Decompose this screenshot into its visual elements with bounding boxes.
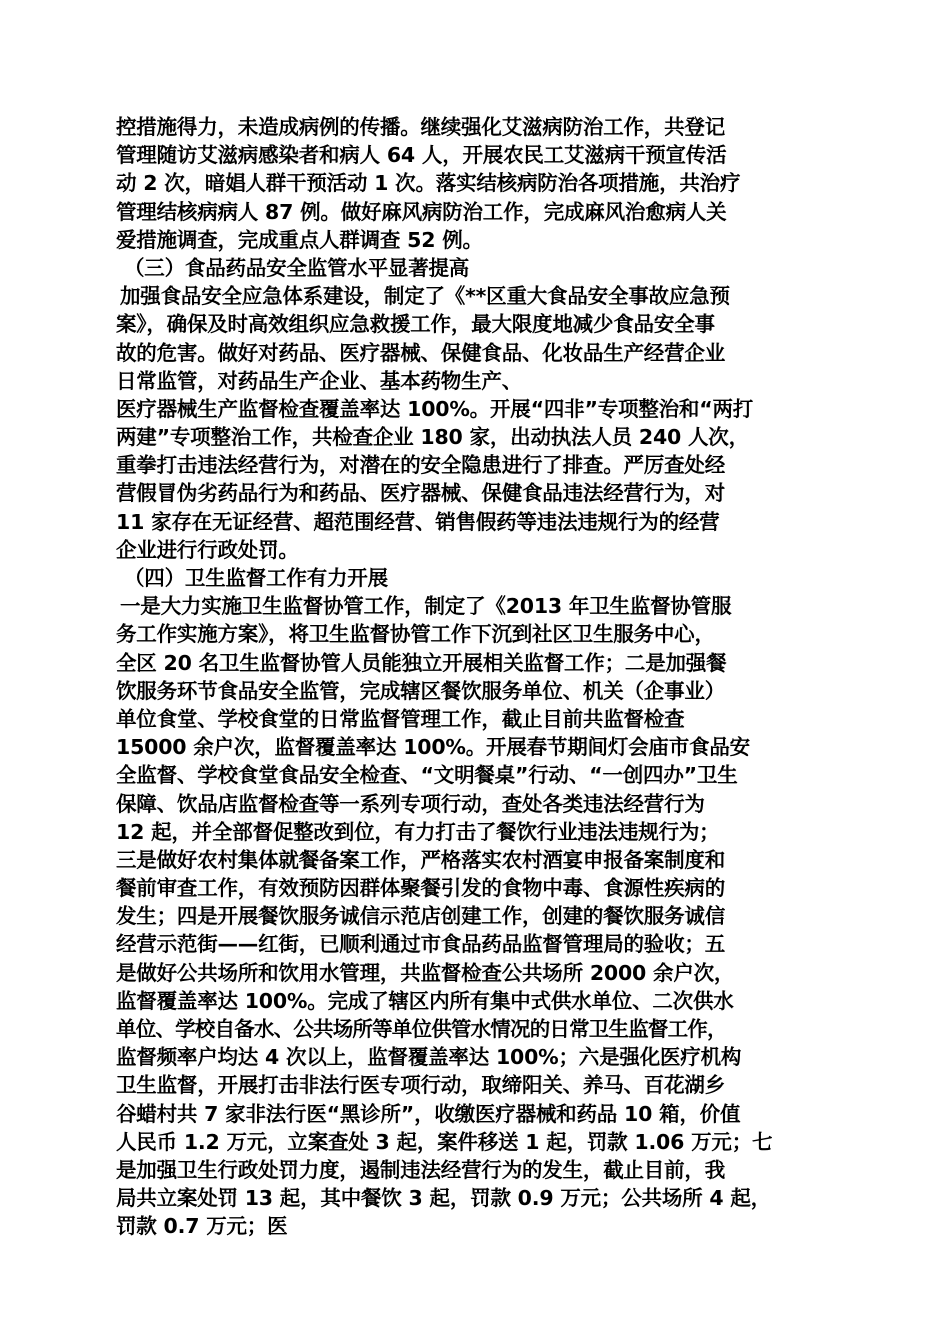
text-line: 监督频率户均达 4 次以上，监督覆盖率达 100%；六是强化医疗机构 xyxy=(116,1045,742,1070)
text-line: 饮服务环节食品安全监管，完成辖区餐饮服务单位、机关（企事业） xyxy=(116,678,725,703)
text-line: 单位食堂、学校食堂的日常监督管理工作，截止目前共监督检查 xyxy=(116,706,685,731)
text-line: 一是大力实施卫生监督协管工作，制定了《2013 年卫生监督协管服 xyxy=(120,594,732,619)
text-line: 卫生监督，开展打击非法行医专项行动，取缔阳关、养马、百花湖乡 xyxy=(116,1073,725,1098)
text-line: 重拳打击违法经营行为，对潜在的安全隐患进行了排查。严厉查处经 xyxy=(116,453,725,478)
text-line: 企业进行行政处罚。 xyxy=(116,537,299,562)
text-line: 爱措施调查，完成重点人群调查 52 例。 xyxy=(116,227,483,252)
text-line: 局共立案处罚 13 起，其中餐饮 3 起，罚款 0.9 万元；公共场所 4 起， xyxy=(116,1186,771,1211)
text-line: 是加强卫生行政处罚力度，遏制违法经营行为的发生，截止目前，我 xyxy=(116,1157,725,1182)
text-line: 务工作实施方案》，将卫生监督协管工作下沉到社区卫生服务中心， xyxy=(116,622,715,647)
text-line: 控措施得力，未造成病例的传播。继续强化艾滋病防治工作，共登记 xyxy=(116,115,725,139)
text-line: 两建”专项整治工作，共检查企业 180 家，出动执法人员 240 人次， xyxy=(116,425,749,450)
text-line: 12 起，并全部督促整改到位，有力打击了餐饮行业违法违规行为； xyxy=(116,819,720,844)
text-line: 全区 20 名卫生监督协管人员能独立开展相关监督工作；二是加强餐 xyxy=(116,650,727,675)
text-line: 案》，确保及时高效组织应急救援工作，最大限度地减少食品安全事 xyxy=(116,312,715,337)
text-line: 全监督、学校食堂食品安全检查、“文明餐桌”行动、“一创四办”卫生 xyxy=(116,763,738,788)
text-line: 营假冒伪劣药品行为和药品、医疗器械、保健食品违法经营行为，对 xyxy=(116,481,725,506)
text-line: 监督覆盖率达 100%。完成了辖区内所有集中式供水单位、二次供水 xyxy=(116,988,734,1013)
text-line: 人民币 1.2 万元，立案查处 3 起，案件移送 1 起，罚款 1.06 万元；七 xyxy=(116,1129,773,1154)
document-body xyxy=(116,113,842,1241)
text-line: 单位、学校自备水、公共场所等单位供管水情况的日常卫生监督工作， xyxy=(116,1017,727,1041)
text-line: 动 2 次，暗娼人群干预活动 1 次。落实结核病防治各项措施，共治疗 xyxy=(116,171,741,196)
text-line: 餐前审查工作，有效预防因群体聚餐引发的食物中毒、食源性疾病的 xyxy=(116,876,725,901)
text-line: 11 家存在无证经营、超范围经营、销售假药等违法违规行为的经营 xyxy=(116,509,720,534)
text-line: 三是做好农村集体就餐备案工作，严格落实农村酒宴申报备案制度和 xyxy=(116,847,725,872)
text-line: 经营示范街——红街，已顺利通过市食品药品监督管理局的验收；五 xyxy=(116,932,725,957)
text-line: 保障、饮品店监督检查等一系列专项行动，查处各类违法经营行为 xyxy=(116,791,705,816)
text-line: 发生；四是开展餐饮服务诚信示范店创建工作，创建的餐饮服务诚信 xyxy=(116,904,725,929)
text-line: 日常监管，对药品生产企业、基本药物生产、 xyxy=(116,368,522,393)
text-line: 故的危害。做好对药品、医疗器械、保健食品、化妆品生产经营企业 xyxy=(116,340,725,365)
text-line: 加强食品安全应急体系建设，制定了《**区重大食品安全事故应急预 xyxy=(120,284,730,309)
text-line: 谷蜡村共 7 家非法行医“黑诊所”，收缴医疗器械和药品 10 箱，价值 xyxy=(116,1101,741,1126)
text-line: 罚款 0.7 万元；医 xyxy=(116,1214,288,1239)
text-line: 管理结核病病人 87 例。做好麻风病防治工作，完成麻风治愈病人关 xyxy=(116,199,727,224)
text-line: 医疗器械生产监督检查覆盖率达 100%。开展“四非”专项整治和“两打 xyxy=(116,396,754,421)
text-line: 管理随访艾滋病感染者和病人 64 人，开展农民工艾滋病干预宣传活 xyxy=(116,143,727,168)
section-heading: （四）卫生监督工作有力开展 xyxy=(124,566,388,590)
section-heading: （三）食品药品安全监管水平显著提高 xyxy=(124,255,470,280)
text-line: 15000 余户次，监督覆盖率达 100%。开展春节期间灯会庙市食品安 xyxy=(116,735,750,760)
text-line: 是做好公共场所和饮用水管理，共监督检查公共场所 2000 余户次， xyxy=(116,960,735,985)
